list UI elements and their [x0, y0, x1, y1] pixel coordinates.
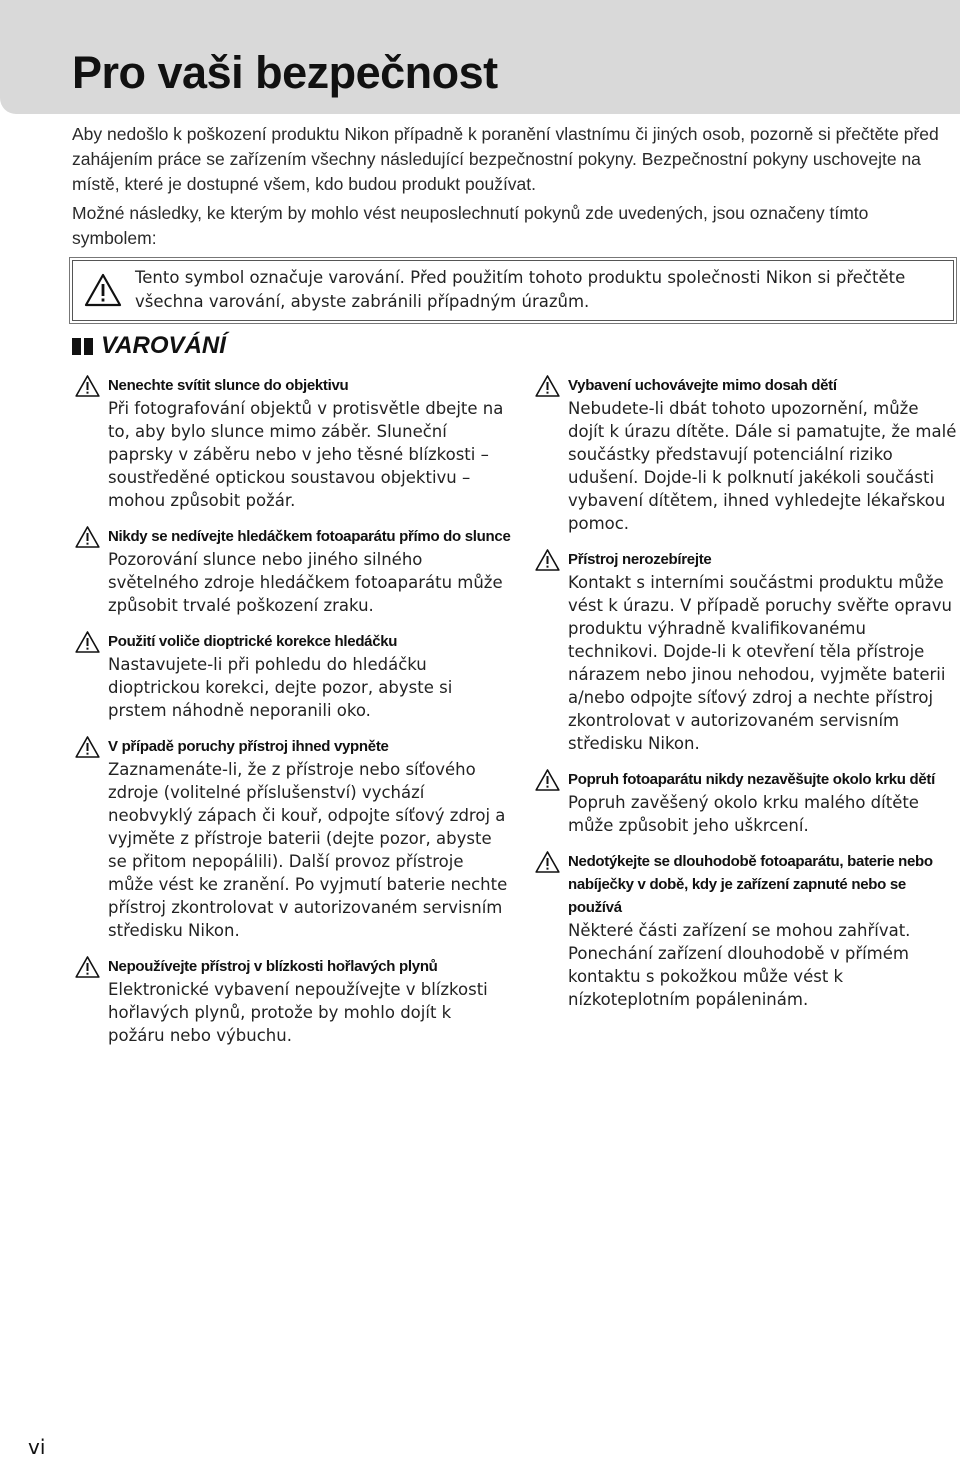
warning-item [72, 374, 512, 512]
warning-item [532, 850, 958, 1011]
warning-triangle-icon [74, 735, 101, 759]
page-title: Pro vaši bezpečnost [72, 47, 498, 98]
warning-item-title: Použití voliče dioptrické korekce hledáčku [108, 633, 398, 650]
warning-item-body: Zaznamenáte-li, že z přístroje nebo síťového zdroje (volitelné příslušenství) vychází neobvyklý zápach či kouř, odpojte síťový zdroj a vyjměte z přístroje baterii (dejte pozor, abyste se přitom nepopálili). Další provoz přístroje může vést ke zranění. Po vyjmutí baterie nechte přístroj zkontrolovat v autorizovaném servisním středisku Nikon. [108, 760, 508, 940]
warning-item-title: Přístroj nerozebírejte [568, 551, 712, 568]
intro-paragraph: Aby nedošlo k poškození produktu Nikon případně k poranění vlastnímu či jiných osob, pozorně si přečtěte před zahájením práce se zařízením všechny následující bezpečnostní pokyny. Bezpečnostní pokyny uschovejte na místě, které je dostupné všem, kdo budou produkt používat. [72, 124, 939, 194]
warning-item-body: Při fotografování objektů v protisvětle dbejte na to, aby bylo slunce mimo záběr. Sluneční paprsky v záběru nebo v jeho těsné blízkosti – soustředěné optickou soustavou objektivu – mohou způsobit požár. [108, 399, 504, 510]
warning-item [72, 955, 512, 1047]
warning-item-body: Popruh zavěšený okolo krku malého dítěte může způsobit jeho uškrcení. [568, 793, 919, 835]
warning-triangle-icon [74, 525, 101, 549]
section-heading-label: VAROVÁNÍ [101, 332, 226, 359]
warning-item-title: Nepoužívejte přístroj v blízkosti hořlavých plynů [108, 958, 438, 975]
warning-item-body: Nastavujete-li při pohledu do hledáčku dioptrickou korekci, dejte pozor, abyste si prstem náhodně neporanili oko. [108, 655, 453, 720]
warning-item-title: Popruh fotoaparátu nikdy nezavěšujte okolo krku dětí [568, 771, 935, 788]
warning-item [72, 525, 512, 617]
warning-item-body: Některé části zařízení se mohou zahřívat. Ponechání zařízení dlouhodobě v přímém kontaktu s pokožkou může vést k nízkoteplotním popáleninám. [568, 921, 911, 1009]
warning-symbol-text: Tento symbol označuje varování. Před použitím tohoto produktu společnosti Nikon si přečtěte všechna varování, abyste zabránili případným úrazům. [135, 268, 906, 311]
warning-item-title: Vybavení uchovávejte mimo dosah dětí [568, 377, 837, 394]
warning-item [72, 735, 512, 942]
warning-triangle-icon [534, 374, 561, 398]
warning-item-body: Nebudete-li dbát tohoto upozornění, může dojít k úrazu dítěte. Dále si pamatujte, že malé součástky představují potenciální riziko udušení. Dojde-li k polknutí jakékoli součásti vybavení dítětem, ihned vyhledejte lékařskou pomoc. [568, 399, 957, 533]
warning-triangle-icon [83, 272, 123, 308]
section-marker-icon [72, 338, 93, 355]
warning-triangle-icon [534, 850, 561, 874]
warning-item-title: Nikdy se nedívejte hledáčkem fotoaparátu přímo do slunce [108, 528, 511, 545]
page-number: vi [28, 1435, 46, 1459]
left-column [72, 374, 512, 1047]
warning-symbol-box [72, 260, 954, 321]
intro-paragraph-symbols: Možné následky, ke kterým by mohlo vést neuposlechnutí pokynů zde uvedených, jsou označeny tímto symbolem: [72, 203, 869, 248]
warning-item [72, 630, 512, 722]
warning-item-title: Nedotýkejte se dlouhodobě fotoaparátu, baterie nebo nabíječky v době, kdy je zařízení zapnuté nebo se používá [568, 853, 933, 916]
right-column [532, 374, 958, 1011]
warning-triangle-icon [534, 768, 561, 792]
warning-item-title: V případě poruchy přístroj ihned vypněte [108, 738, 389, 755]
warning-item-body: Kontakt s interními součástmi produktu může vést k úrazu. V případě poruchy svěřte opravu produktu výhradně kvalifikovanému technikovi. Dojde-li k otevření těla přístroje nárazem nebo jinou nehodou, vyjměte baterii a/nebo odpojte síťový zdroj a nechte přístroj zkontrolovat v autorizovaném servisním středisku Nikon. [568, 573, 953, 753]
warning-triangle-icon [74, 374, 101, 398]
warning-item [532, 548, 958, 755]
warning-item [532, 768, 958, 837]
section-heading [72, 330, 226, 362]
warning-triangle-icon [74, 955, 101, 979]
warning-item-title: Nenechte svítit slunce do objektivu [108, 377, 349, 394]
warning-triangle-icon [74, 630, 101, 654]
warning-item [532, 374, 958, 535]
warning-item-body: Elektronické vybavení nepoužívejte v blízkosti hořlavých plynů, protože by mohlo dojít k požáru nebo výbuchu. [108, 980, 488, 1045]
warning-item-body: Pozorování slunce nebo jiného silného světelného zdroje hledáčkem fotoaparátu může způsobit trvalé poškození zraku. [108, 550, 503, 615]
warning-triangle-icon [534, 548, 561, 572]
